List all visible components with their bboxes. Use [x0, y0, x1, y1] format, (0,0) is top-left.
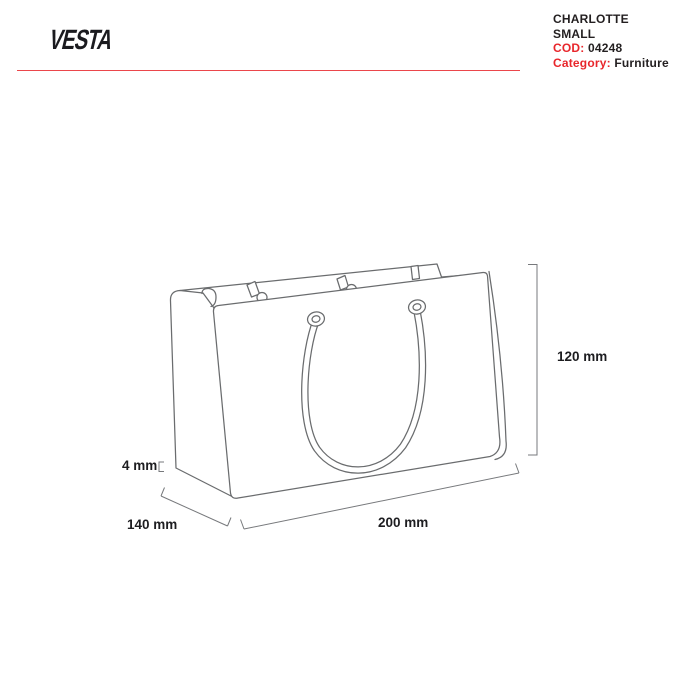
dimension-label-depth: 140 mm [127, 517, 178, 532]
product-name-line1: CHARLOTTE [553, 12, 629, 26]
product-category-label: Category: [553, 55, 611, 70]
dimension-depth [127, 488, 231, 533]
dimension-thickness-bracket [159, 462, 164, 472]
dimension-label-thickness: 4 mm [122, 458, 158, 473]
product-category-value: Furniture [614, 55, 669, 70]
dimension-height-line [528, 265, 538, 456]
bag-front-panel [213, 272, 499, 498]
dimension-height [528, 265, 607, 456]
dimension-thickness [122, 458, 164, 473]
product-code-value: 04248 [588, 41, 623, 55]
dimension-label-width: 200 mm [378, 515, 429, 530]
product-name-line2: SMALL [553, 26, 596, 41]
product-code-label: COD: [553, 41, 585, 55]
clip-right-peg [411, 266, 420, 280]
dimension-label-height: 120 mm [557, 349, 608, 364]
vesta-logo-text: VESTA [46, 25, 116, 56]
